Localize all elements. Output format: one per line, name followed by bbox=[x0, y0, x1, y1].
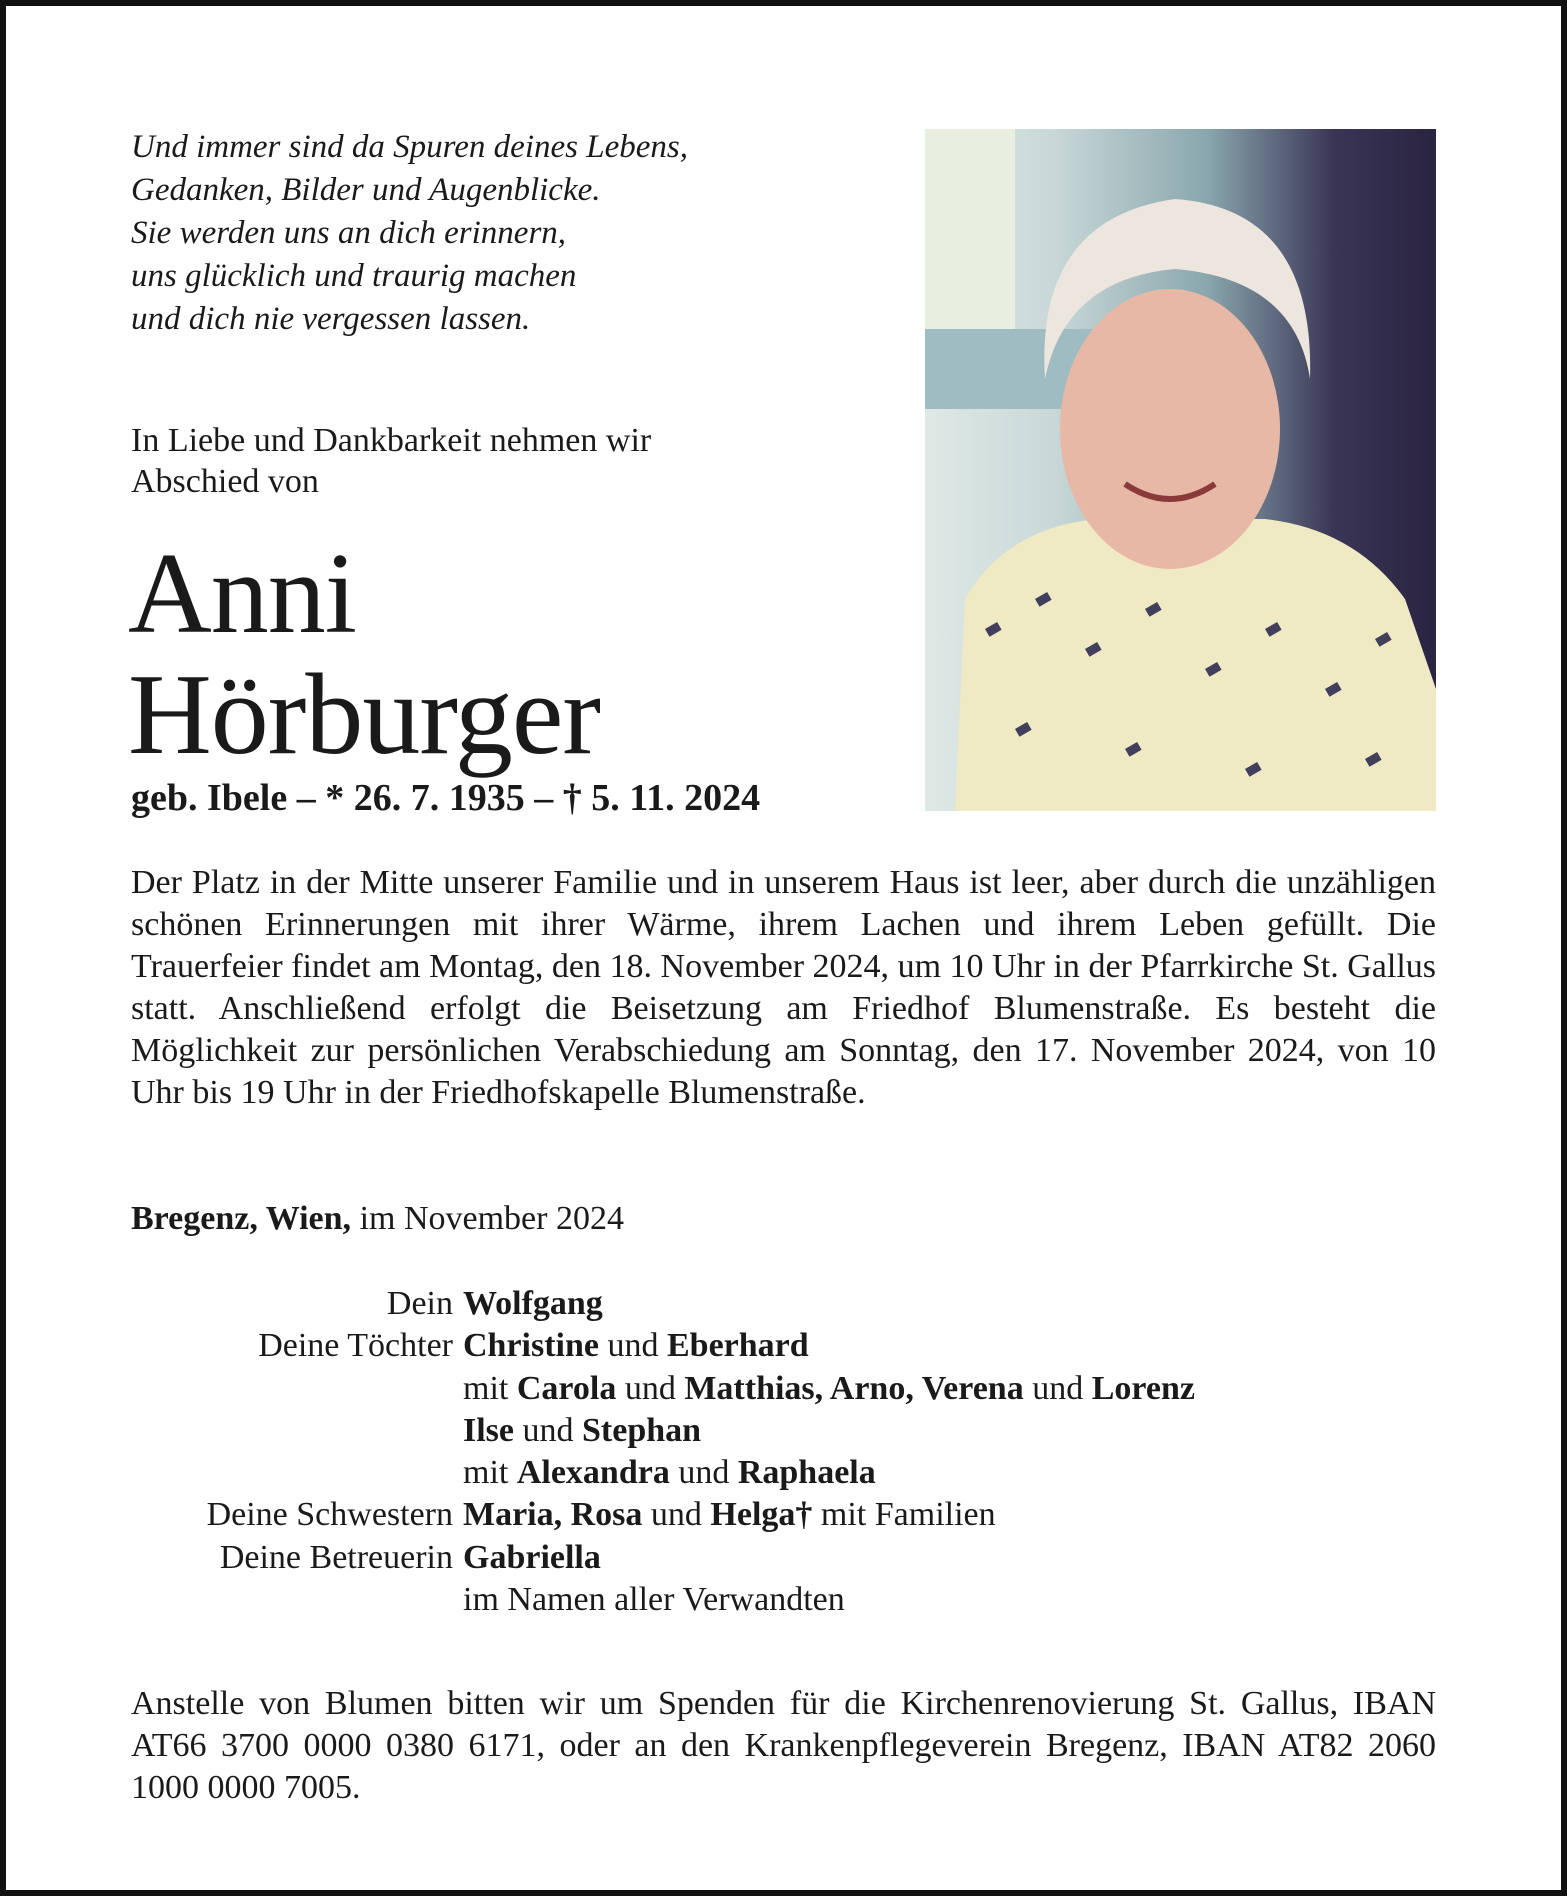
relation-label: Dein bbox=[386, 1285, 453, 1322]
life-dates: geb. Ibele – * 26. 7. 1935 – † 5. 11. 2024 bbox=[131, 777, 761, 819]
last-name: Hörburger bbox=[128, 651, 601, 779]
poem-line: und dich nie vergessen lassen. bbox=[131, 301, 531, 337]
connector-text: mit Familien bbox=[812, 1496, 996, 1534]
mourner-name: Raphaela bbox=[737, 1454, 876, 1492]
connector-text: mit bbox=[463, 1454, 517, 1492]
month-year: im November 2024 bbox=[351, 1200, 624, 1237]
portrait-photo bbox=[925, 129, 1436, 811]
mourner-row bbox=[131, 1283, 1195, 1325]
poem-line: Sie werden uns an dich erinnern, bbox=[131, 215, 567, 251]
mourner-names bbox=[463, 1579, 845, 1621]
mourner-names bbox=[463, 1537, 601, 1579]
relation-label: Deine Betreuerin bbox=[219, 1538, 453, 1576]
place-names: Bregenz, Wien, bbox=[131, 1200, 352, 1237]
intro-text bbox=[131, 420, 651, 502]
mourner-name: Stephan bbox=[582, 1411, 702, 1449]
mourner-names bbox=[463, 1368, 1195, 1410]
connector-text: mit bbox=[463, 1369, 517, 1407]
poem-line: Gedanken, Bilder und Augenblicke. bbox=[131, 172, 601, 208]
poem-line: Und immer sind da Spuren deines Lebens, bbox=[131, 129, 688, 165]
mourner-names bbox=[463, 1452, 876, 1494]
mourner-names bbox=[463, 1283, 603, 1325]
connector-text: und bbox=[642, 1496, 711, 1534]
connector-text: und bbox=[599, 1327, 667, 1365]
mourner-name: Lorenz bbox=[1091, 1369, 1195, 1407]
connector-text: und bbox=[616, 1369, 685, 1407]
mourner-name: Eberhard bbox=[667, 1327, 809, 1365]
mourner-name: Ilse bbox=[463, 1411, 514, 1449]
connector-text: und bbox=[669, 1454, 738, 1492]
mourner-names bbox=[463, 1494, 996, 1536]
relation-label bbox=[131, 1579, 463, 1621]
mourner-name: Christine bbox=[463, 1327, 599, 1365]
mourner-name: Carola bbox=[516, 1369, 617, 1407]
relation-label bbox=[131, 1452, 463, 1494]
place-date bbox=[131, 1200, 624, 1238]
mourner-name: Helga† bbox=[710, 1496, 813, 1534]
first-name: Anni bbox=[128, 530, 356, 658]
mourners-list bbox=[131, 1283, 1195, 1621]
poem bbox=[131, 126, 688, 341]
mourner-row bbox=[131, 1579, 1195, 1621]
intro-line: In Liebe und Dankbarkeit nehmen wir bbox=[131, 422, 652, 459]
mourner-name: Matthias, Arno, Verena bbox=[684, 1369, 1024, 1407]
mourner-row bbox=[131, 1537, 1195, 1579]
mourner-row bbox=[131, 1325, 1195, 1367]
mourner-row bbox=[131, 1368, 1195, 1410]
mourner-names bbox=[463, 1325, 809, 1367]
connector-text: im Namen aller Verwandten bbox=[463, 1581, 845, 1619]
mourner-row bbox=[131, 1494, 1195, 1536]
relation-label: Deine Schwestern bbox=[206, 1496, 453, 1534]
mourner-name: Maria, Rosa bbox=[463, 1496, 643, 1534]
donation-request: Anstelle von Blumen bitten wir um Spenden für die Kirchenrenovierung St. Gallus, IBAN AT66 3700 0000 0380 6171, oder an den Krankenpflegeverein Bregenz, IBAN AT82 2060 1000 0000 7005. bbox=[131, 1685, 1436, 1806]
mourner-row bbox=[131, 1410, 1195, 1452]
mourner-name: Gabriella bbox=[463, 1538, 601, 1576]
connector-text: und bbox=[1023, 1369, 1092, 1407]
mourner-name: Wolfgang bbox=[463, 1285, 603, 1322]
poem-line: uns glücklich und traurig machen bbox=[131, 258, 577, 294]
deceased-name bbox=[128, 530, 601, 779]
mourner-names bbox=[463, 1410, 701, 1452]
relation-label bbox=[131, 1410, 463, 1452]
connector-text: und bbox=[514, 1411, 582, 1449]
relation-label bbox=[131, 1368, 463, 1410]
announcement-text: Der Platz in der Mitte unserer Familie und in unserem Haus ist leer, aber durch die unzähligen schönen Erinnerungen mit ihrer Wärme, ihrem Lachen und ihrem Leben gefüllt. Die Trauerfeier findet am Montag, den 18. November 2024, um 10 Uhr in der Pfarrkirche St. Gallus statt. Anschließend erfolgt die Beisetzung am Friedhof Blumenstraße. Es besteht die Möglichkeit zur persönlichen Verabschiedung am Sonntag, den 17. November 2024, von 10 Uhr bis 19 Uhr in der Friedhofskapelle Blumenstraße. bbox=[131, 864, 1436, 1111]
intro-line: Abschied von bbox=[131, 463, 319, 500]
relation-label: Deine Töchter bbox=[258, 1327, 453, 1365]
mourner-name: Alexandra bbox=[516, 1454, 670, 1492]
mourner-row bbox=[131, 1452, 1195, 1494]
